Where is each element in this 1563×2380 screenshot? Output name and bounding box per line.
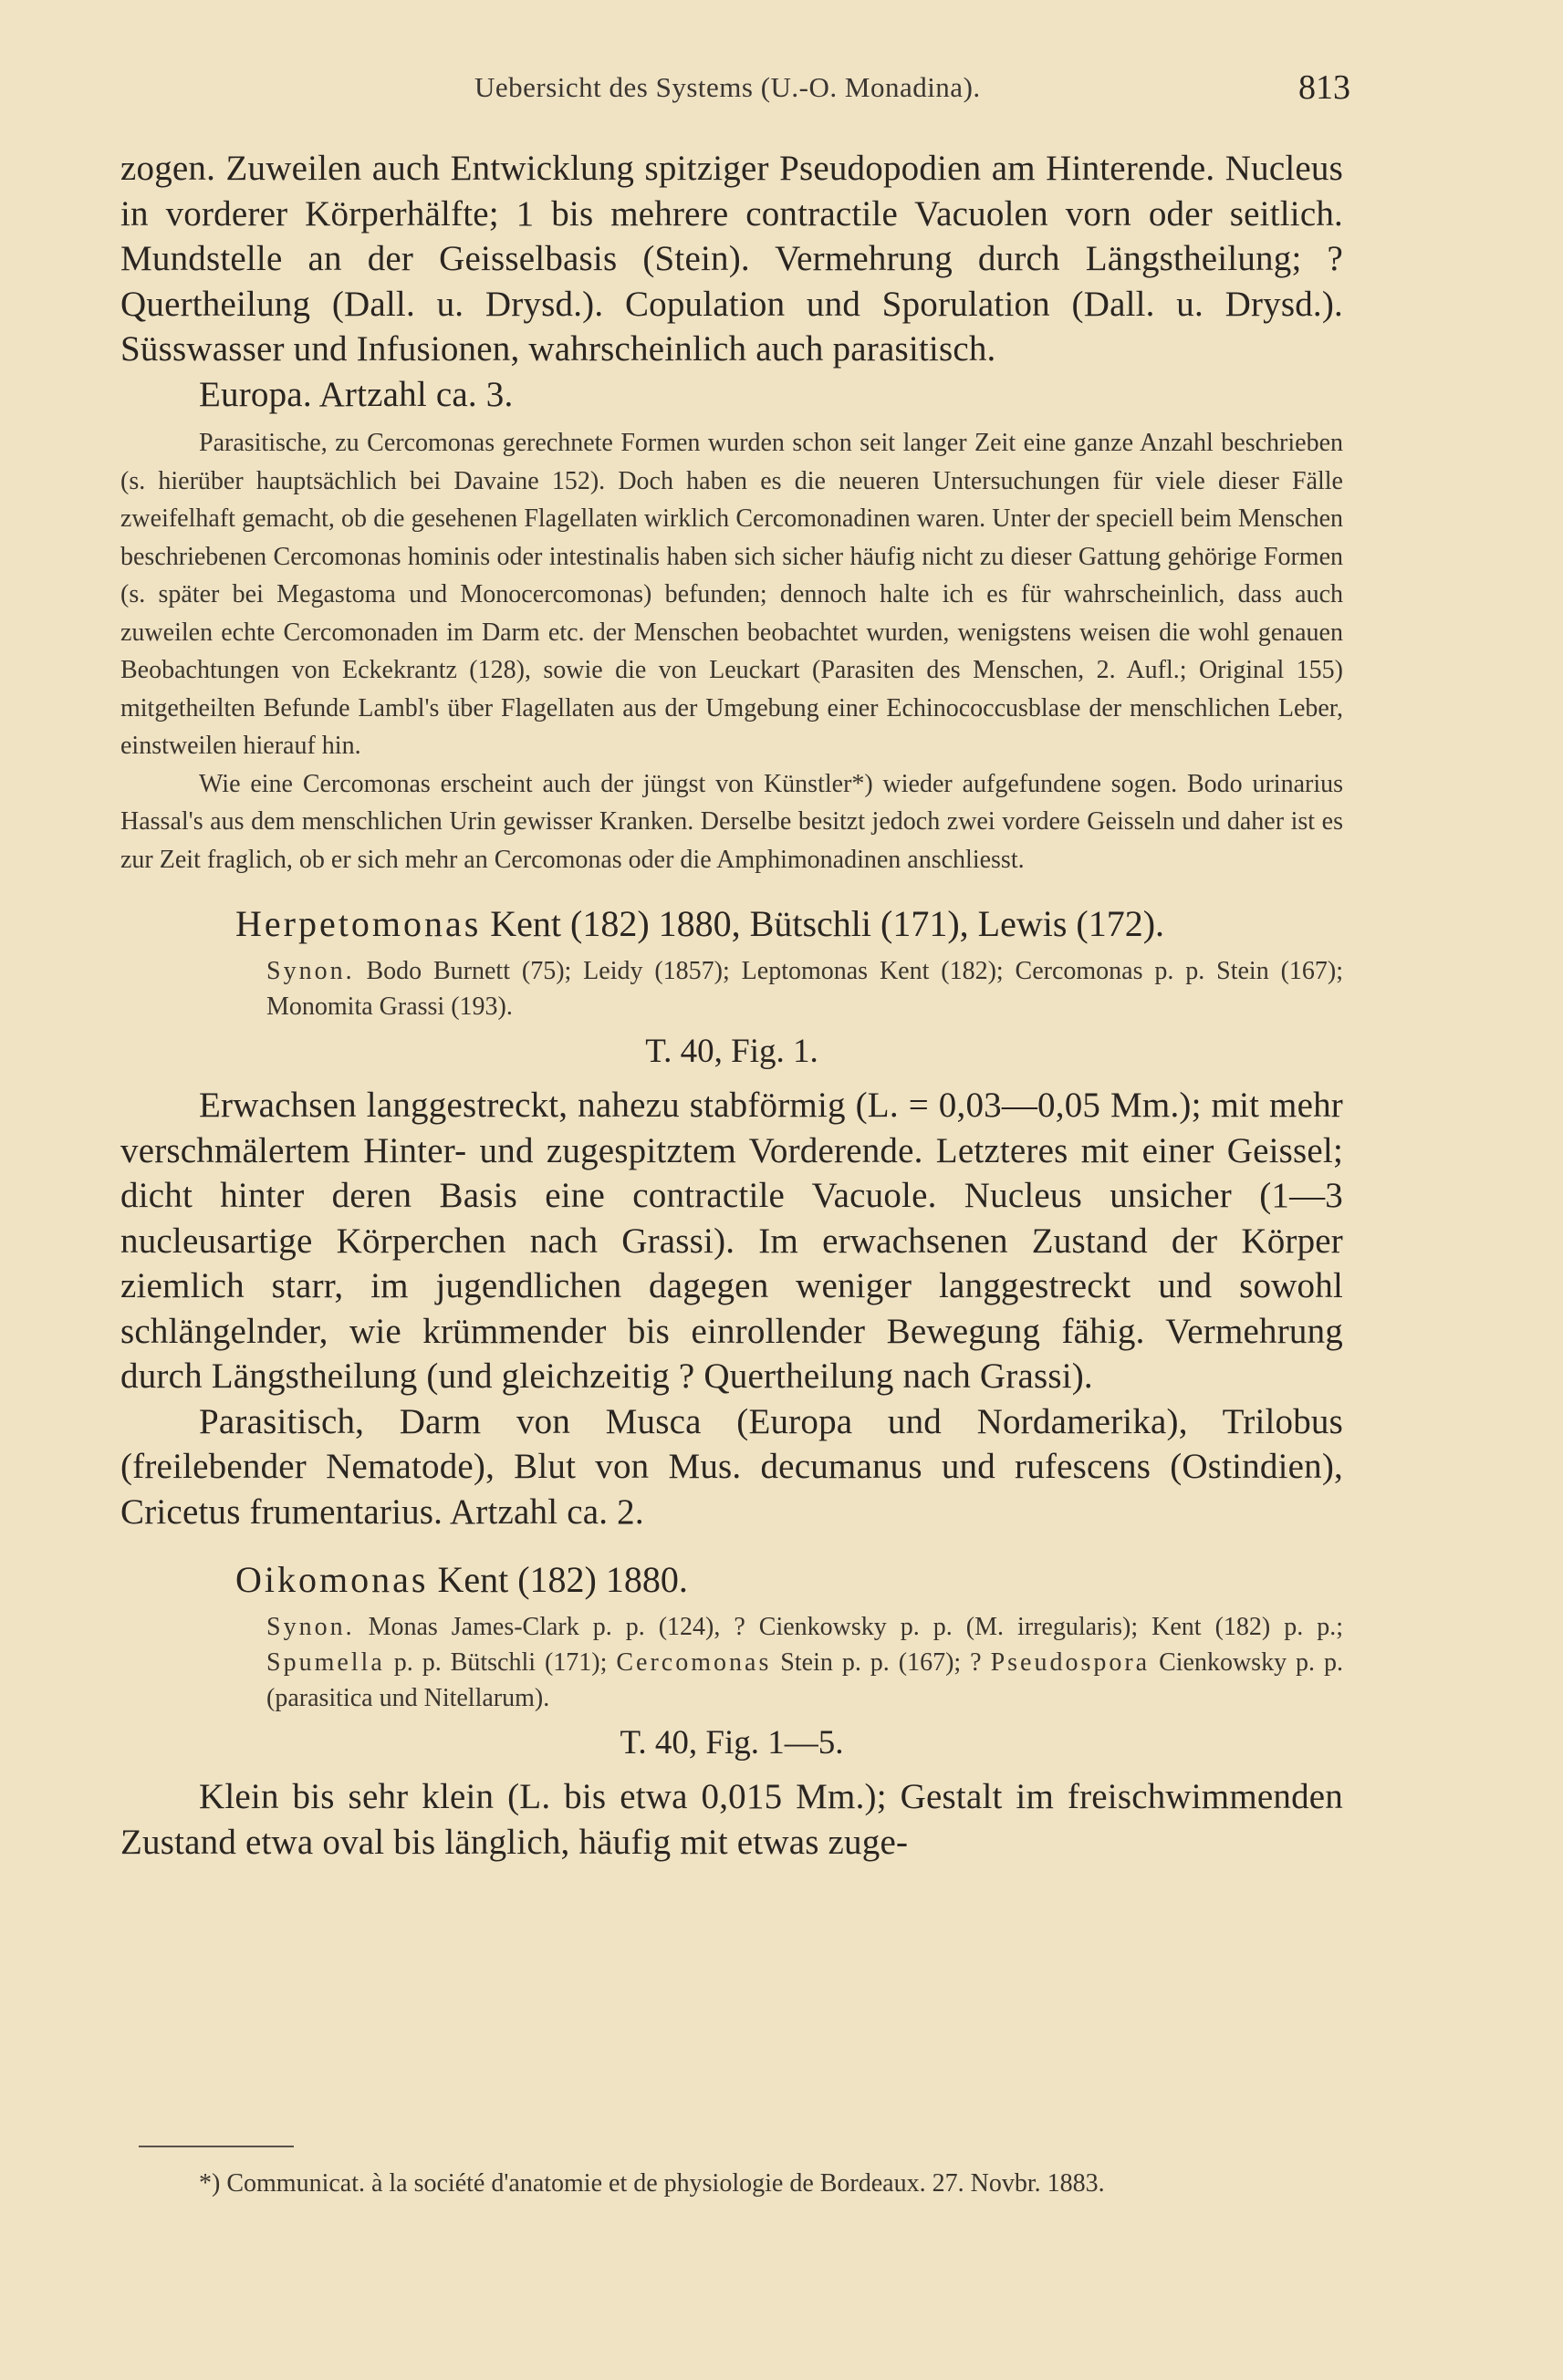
plate-reference-herpetomonas: T. 40, Fig. 1. — [645, 1033, 818, 1070]
habitat-herpetomonas: Parasitisch, Darm von Musca (Europa und Nordamerika), Trilobus (freilebender Nematode), Blut von Mus. decumanus und rufescens (Ostindien), Cricetus frumentarius. Artzahl ca. 2. — [120, 1401, 1343, 1532]
genus-heading-herpetomonas — [120, 899, 1343, 950]
synonyms-oikomonas — [120, 1609, 1343, 1716]
synon-label: Synon. — [266, 957, 355, 985]
synon-text-part: Cienkowsky p. p. (parasitica und Nitellarum). — [266, 1648, 1344, 1712]
genus-name: Herpetomonas — [235, 903, 482, 944]
page-number: 813 — [1298, 68, 1350, 107]
footnote-text: Communicat. à la société d'anatomie et de physiologie de Bordeaux. 27. Novbr. 1883. — [220, 2169, 1105, 2198]
genus-authors: Kent (182) 1880, Bütschli (171), Lewis (172). — [481, 903, 1165, 944]
description-oikomonas: Klein bis sehr klein (L. bis etwa 0,015 Mm.); Gestalt im freischwimmenden Zustand etwa oval bis länglich, häufig mit etwas zuge- — [120, 1777, 1343, 1862]
synon-genus-pseudospora: Pseudospora — [990, 1648, 1151, 1677]
synon-text-part: p. p. Bütschli (171); — [384, 1648, 617, 1677]
synon-text-part: Stein p. p. (167); ? — [771, 1648, 991, 1677]
synon-genus-cercomonas: Cercomonas — [616, 1648, 772, 1677]
genus-authors: Kent (182) 1880. — [428, 1559, 688, 1600]
description-herpetomonas: Erwachsen langgestreckt, nahezu stabförmig (L. = 0,03—0,05 Mm.); mit mehr verschmälertem Hinter- und zugespitztem Vorderende. Letzteres mit einer Geissel; dicht hinter deren Basis eine contractile Vacuole. Nucleus unsicher (1—3 nucleusartige Körperchen nach Grassi). Im erwachsenen Zustand der Körper ziemlich starr, im jugendlichen dagegen weniger langgestreckt und sowohl schlängelnder, wie krümmender bis einrollender Bewegung fähig. Vermehrung durch Längstheilung (und gleichzeitig ? Quertheilung nach Grassi). — [120, 1086, 1343, 1396]
footnote — [199, 2169, 1105, 2198]
page-body — [120, 146, 1343, 1865]
footnote-divider — [139, 2146, 294, 2147]
plate-reference-oikomonas: T. 40, Fig. 1—5. — [620, 1724, 844, 1762]
note-bodo-urinarius: Wie eine Cercomonas erscheint auch der jüngst von Künstler*) wieder aufgefundene sogen. Bodo urinarius Hassal's aus dem menschlichen Urin gewisser Kranken. Derselbe besitzt jedoch zwei vordere Geisseln und daher ist es zur Zeit fraglich, ob er sich mehr an Cercomonas oder die Amphimonadinen anschliesst. — [120, 769, 1343, 874]
running-header — [119, 68, 1350, 122]
genus-heading-oikomonas — [120, 1554, 1343, 1606]
note-parasitic-forms: Parasitische, zu Cercomonas gerechnete Formen wurden schon seit langer Zeit eine ganze Anzahl beschrieben (s. hierüber hauptsächlich bei Davaine 152). Doch haben es die neueren Untersuchungen für viele dieser Fälle zweifelhaft gemacht, ob die gesehenen Flagellaten wirklich Cercomonadinen waren. Unter der speciell beim Menschen beschriebenen Cercomonas hominis oder intestinalis haben sich sicher häufig nicht zu dieser Gattung gehörige Formen (s. später bei Megastoma und Monocercomonas) befunden; dennoch halte ich es für wahrscheinlich, dass auch zuweilen echte Cercomonaden im Darm etc. der Menschen beobachtet wurden, wenigstens weisen die wohl genauen Beobachtungen von Eckekrantz (128), sowie die von Leuckart (Parasiten des Menschen, 2. Aufl.; Original 155) mitgetheilten Befunde Lambl's über Flagellaten aus der Umgebung einer Echinococcusblase der menschlichen Leber, einstweilen hierauf hin. — [120, 429, 1343, 760]
paragraph-cercomonas-continued: zogen. Zuweilen auch Entwicklung spitziger Pseudopodien am Hinterende. Nucleus in vorderer Körperhälfte; 1 bis mehrere contractile Vacuolen vorn oder seitlich. Mundstelle an der Geisselbasis (Stein). Vermehrung durch Längstheilung; ? Quertheilung (Dall. u. Drysd.). Copulation und Sporulation (Dall. u. Drysd.). Süsswasser und Infusionen, wahrscheinlich auch parasitisch. — [120, 149, 1343, 369]
footnote-marker: *) — [199, 2169, 221, 2198]
synon-text-part: Monas James-Clark p. p. (124), ? Cienkowsky p. p. (M. irregularis); Kent (182) p. p.; — [354, 1613, 1343, 1641]
paragraph-distribution: Europa. Artzahl ca. 3. — [199, 374, 514, 414]
synon-label: Synon. — [266, 1613, 355, 1641]
genus-name: Oikomonas — [235, 1559, 429, 1600]
synonyms-herpetomonas — [120, 953, 1343, 1024]
synon-genus-spumella: Spumella — [266, 1648, 385, 1677]
synon-text: Bodo Burnett (75); Leidy (1857); Leptomonas Kent (182); Cercomonas p. p. Stein (167); Monomita Grassi (193). — [266, 957, 1343, 1021]
header-title: Uebersicht des Systems (U.-O. Monadina). — [474, 71, 981, 103]
